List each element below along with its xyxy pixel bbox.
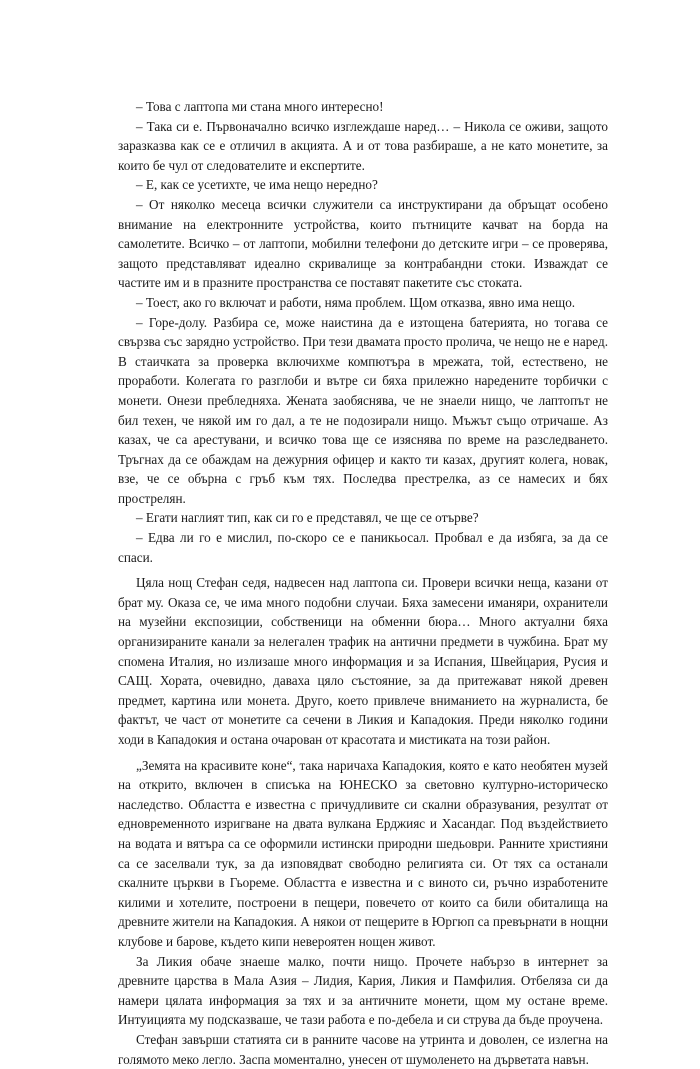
paragraph: – Е, как се усетихте, че има нещо нередно?: [136, 177, 378, 193]
paragraph: Цяла нощ Стефан седя, надвесен над лаптопа си. Провери всички неща, казани от брат му. Оказа се, че има много подобни случаи. Бяха замесени иманяри, охранители на музейни експозиции, собственици на обменни бюра… Много актуални бяха организираните канали за нелегален трафик на антични предмети в чужбина. Брат му спомена Италия, но излизаше много информация и за Испания, Швейцария, Русия и САЩ. Хората, очевидно, даваха цяло състояние, за да притежават някой древен предмет, картина или монета. Друго, което привлече вниманието на журналиста, бе фактът, че част от монетите са сечени в Ликия и Кападокия. Преди няколко години ходи в Кападокия и остана очарован от красотата и мистиката на този район.: [118, 575, 608, 747]
paragraph: – Едва ли го е мислил, по-скоро се е паникьосал. Пробвал е да избяга, за да се спаси.: [118, 530, 608, 565]
paragraph: Стефан завърши статията си в ранните часове на утринта и доволен, се излегна на голямото меко легло. Заспа моментално, унесен от шумоленето на дърветата навън.: [118, 1031, 608, 1067]
paragraph: – От няколко месеца всички служители са инструктирани да обръщат особено внимание на електронните устройства, които пътниците качват на борда на самолетите. Всичко – от лаптопи, мобилни телефони до детските игри – се проверява, защото представляват идеално скривалище за контрабандни стоки. Изваждат се частите им и в празните пространства се поставят пакетите със стоката.: [118, 196, 608, 291]
page-body-text: [118, 97, 608, 1069]
paragraph: – Горе-долу. Разбира се, може наистина да е изтощена батерията, но тогава се свързва със зарядно устройство. При тези двамата просто пролича, че нещо не е наред. В стаичката за проверка включихме компютъра в мрежата, той, естествено, не проработи. Колегата го разглоби и вътре си бяха прилежно наредените торбички с монети. Онези пребледняха. Жената заобяснява, че не знаели нищо, че лаптопът не бил техен, че някой им го дал, а те не подозирали нищо. Мъжът също отричаше. Аз казах, че са арестувани, и всичко това ще се изяснява по време на разследването. Тръгнах да се обаждам на дежурния офицер и както ти казах, другият колега, новак, взе, че се обърна с гръб към тях. Последва престрелка, аз се намесих и бях прострелян.: [118, 314, 608, 506]
paragraph: – Егати наглият тип, как си го е представял, че ще се отърве?: [136, 510, 479, 526]
paragraph: – Така си е. Първоначално всичко изглеждаше наред… – Никола се оживи, защото заразказва как се е отличил в акцията. А и от това разбираше, а не като монетите, за които бе чул от следователите и експертите.: [118, 118, 608, 173]
paragraph: „Земята на красивите коне“, така наричаха Кападокия, която е като необятен музей на открито, включен в списъка на ЮНЕСКО за световно културно-историческо наследство. Областта е известна с причудливите си скални образувания, резултат от едновременното изригване на двата вулкана Ерджияс и Хасандаг. Под въздействието на водата и вятъра са се оформили истински природни шедьоври. Ранните християни са се заселвали тук, за да изповядват свободно религията си. От тях са останали скалните църкви в Гьореме. Областта е известна и с виното си, ръчно изработените килими и хотелите, построени в пещери, повечето от които са били обиталища на древните жители на Кападокия. А някои от пещерите в Юргюп са превърнати в нощни клубове и барове, където кипи невероятен нощен живот.: [118, 757, 608, 949]
paragraph: За Ликия обаче знаеше малко, почти нищо. Прочете набързо в интернет за древните царства в Мала Азия – Лидия, Кария, Ликия и Памфилия. Отбеляза си да намери цялата информация за тях и за античните монети, щом му остане време. Интуицията му подсказваше, че тази работа е по-дебела и си струва да бъде проучена.: [118, 953, 608, 1028]
paragraph: – Това с лаптопа ми стана много интересно!: [136, 99, 384, 114]
paragraph: – Тоест, ако го включат и работи, няма проблем. Щом отказва, явно има нещо.: [136, 294, 576, 310]
